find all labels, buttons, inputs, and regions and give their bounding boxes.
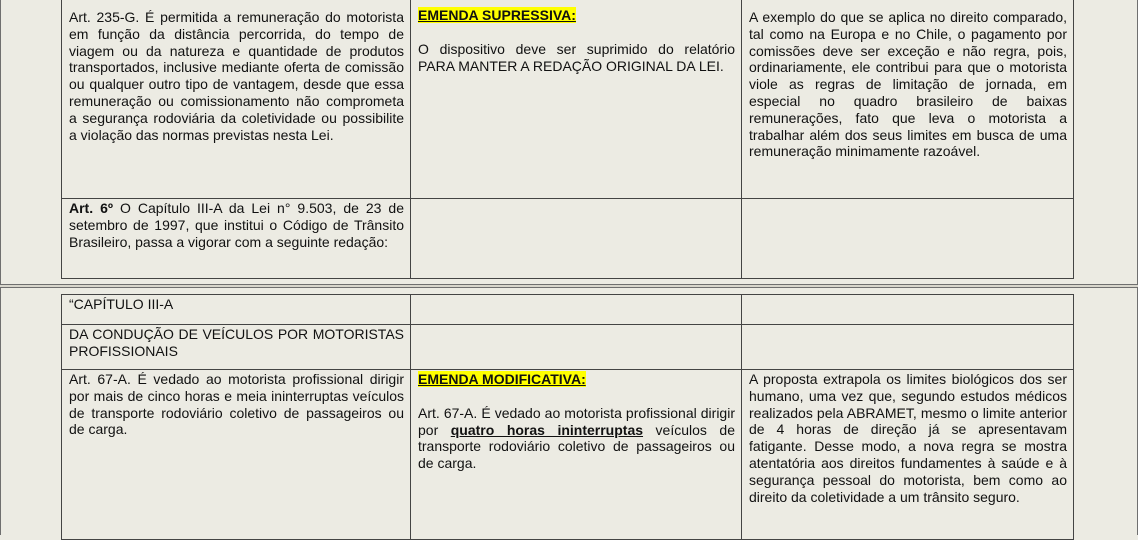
amendment-text — [418, 405, 735, 472]
amendment-text-end: veículos de transporte rodoviário coletivo de passageiros ou de carga. — [418, 421, 735, 472]
amendment-text: O dispositivo deve ser suprimido do relatório PARA MANTER A REDAÇÃO ORIGINAL DA LEI. — [418, 40, 735, 74]
amendment-text-start: Art. 67-A. É vedado ao motorista profissional dirigir por — [418, 404, 735, 438]
amendment-cell — [411, 199, 742, 279]
justification-cell — [742, 325, 1074, 370]
table-row — [62, 199, 1074, 279]
table-row — [62, 0, 1074, 199]
amendment-cell — [411, 370, 742, 540]
original-text-cell — [62, 370, 411, 540]
amendment-type-heading: EMENDA MODIFICATIVA: — [418, 371, 586, 387]
amendment-emphasis: quatro horas ininterruptas — [450, 421, 644, 438]
original-text-cell — [62, 199, 411, 279]
justification-cell — [742, 295, 1074, 325]
amendment-table-page-2 — [61, 294, 1074, 540]
table-row — [62, 295, 1074, 325]
amendment-cell — [411, 295, 742, 325]
justification-cell — [742, 0, 1074, 199]
amendment-cell — [411, 0, 742, 199]
chapter-title-cell — [62, 295, 411, 325]
chapter-subtitle-cell — [62, 325, 411, 370]
article-235g-text: Art. 235-G. É permitida a remuneração do motorista em função da distância percorrida, do tempo de viagem ou da natureza e quantidade de produtos transportados, inclusive mediante oferta de comissão ou qualquer outro tipo de vantagem, desde que essa remuneração ou comissionamento não comprometa a segurança rodoviária da coletividade ou possibilite a violação das normas previstas nesta Lei. — [69, 9, 404, 143]
justification-text: A exemplo do que se aplica no direito comparado, tal como na Europa e no Chile, o pagamento por comissões deve ser exceção e não regra, pois, ordinariamente, ele contribui para que o motorista viole as regras de limitação de jornada, em especial no quadro brasileiro de baixas remunerações, fato que leva o motorista a trabalhar além dos seus limites em busca de uma remuneração minimamente razoável. — [749, 9, 1067, 160]
article-6-label: Art. 6º — [69, 200, 113, 216]
article-67a-text: Art. 67-A. É vedado ao motorista profissional dirigir por mais de cinco horas e meia ininterruptas veículos de transporte rodoviário coletivo de passageiros ou de carga. — [69, 371, 404, 438]
original-text-cell — [62, 0, 411, 199]
justification-cell — [742, 199, 1074, 279]
justification-cell — [742, 370, 1074, 540]
document-page-2 — [0, 287, 1138, 535]
table-row — [62, 370, 1074, 540]
chapter-subtitle: DA CONDUÇÃO DE VEÍCULOS POR MOTORISTAS PROFISSIONAIS — [69, 326, 404, 359]
justification-text: A proposta extrapola os limites biológicos dos ser humano, uma vez que, segundo estudos médicos realizados pela ABRAMET, mesmo o limite anterior de 4 horas de direção já se apresentavam fatigante. Desse modo, a nova regra se mostra atentatória aos direitos fundamentes à saúde e à segurança pessoal do motorista, bem como ao direito da coletividade a um trânsito seguro. — [749, 371, 1067, 505]
amendment-table-page-1 — [61, 0, 1074, 279]
amendment-type-heading: EMENDA SUPRESSIVA: — [418, 7, 576, 23]
table-row — [62, 325, 1074, 370]
chapter-title: “CAPÍTULO III-A — [69, 296, 174, 312]
article-6-text: O Capítulo III-A da Lei n° 9.503, de 23 de setembro de 1997, que institui o Código de Trânsito Brasileiro, passa a vigorar com a seguinte redação: — [69, 200, 405, 250]
amendment-cell — [411, 325, 742, 370]
